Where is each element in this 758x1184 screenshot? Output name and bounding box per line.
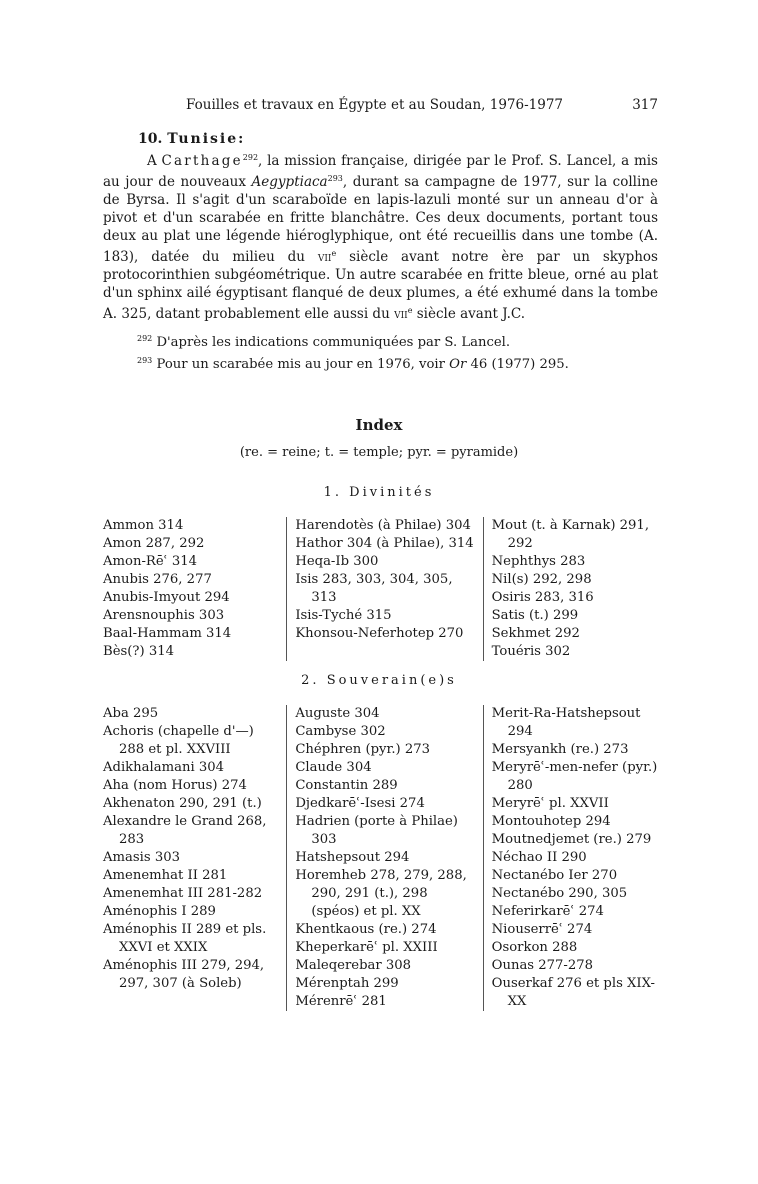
index-entry: Amasis 303 [103,850,181,865]
running-title: Fouilles et travaux en Égypte et au Soudan, 1976-1977 [186,97,564,113]
index-entry: Maleqerebar 308 [295,958,412,973]
para-start: A [147,153,157,169]
index-entry: Aménophis III 279, 294, 297, 307 (à Soleb) [103,958,265,991]
century-numeral: vii [317,249,332,265]
index-entry: Bès(?) 314 [103,644,174,659]
index-entry: Adikhalamani 304 [103,760,225,775]
index-entry: Néchao II 290 [491,850,587,865]
index-entry: Moutnedjemet (re.) 279 [491,832,652,847]
index-entry: Merit-Ra-Hatshepsout 294 [491,706,641,739]
index-entry: Ounas 277-278 [491,958,594,973]
italic-term: Aegyptiaca [251,174,328,190]
page-number: 317 [632,97,658,113]
souverains-index [103,705,659,1011]
place-name: Carthage [161,153,243,169]
index-entry: Anubis-Imyout 294 [103,590,230,605]
divinites-index [103,517,659,661]
footnote-ref[interactable]: 292 [242,153,259,162]
para-text: , durant sa campagne de 1977, sur la colline de Byrsa. Il s'agit d'un scaraboïde en lapis-lazuli monté sur un anneau d'or à pivot et d'un scarabée en fritte blanchâtre. Ces deux documents, portant tous deux au plat une légende hiéroglyphique, ont été recueillis dans une tombe (A. 183), datée du milieu du [103,174,659,265]
index-entry: Harendotès (à Philae) 304 [295,518,471,533]
index-entry: Osiris 283, 316 [491,590,594,605]
journal-abbrev: Or [449,357,467,372]
index-entry: Amenemhat III 281-282 [103,886,263,901]
index-entry: Mérenrēʿ 281 [295,994,387,1009]
index-column [286,705,482,1011]
index-entry: Sekhmet 292 [491,626,580,641]
index-entry: Arensnouphis 303 [103,608,225,623]
index-entry: Nephthys 283 [491,554,586,569]
index-entry: Ouserkaf 276 et pls XIX-XX [491,976,655,1009]
index-entry: Satis (t.) 299 [491,608,579,623]
index-entry: Akhenaton 290, 291 (t.) [103,796,262,811]
para-text: , la mission française, dirigée par le Prof. S. Lancel, a mis au jour de nouveaux [103,153,658,190]
footnote-text: Pour un scarabée mis au jour en 1976, voir [156,357,445,372]
index-entry: Nectanébo Ier 270 [491,868,618,883]
index-entry: Hatshepsout 294 [295,850,410,865]
index-entry: Niouserrēʿ 274 [491,922,593,937]
footnote-number: 292 [137,334,153,343]
index-entry: Mout (t. à Karnak) 291, 292 [491,518,650,551]
superscript: e [407,306,413,315]
index-entry: Osorkon 288 [491,940,578,955]
superscript: e [331,249,337,258]
index-entry: Hathor 304 (à Philae), 314 [295,536,474,551]
index-entry: Meryrēʿ-men-nefer (pyr.) 280 [491,760,658,793]
footnote-number: 293 [137,356,153,365]
index-entry: Chéphren (pyr.) 273 [295,742,431,757]
footnote [137,352,569,374]
index-column [286,517,482,661]
body-paragraph [103,149,658,323]
index-entry: Neferirkarēʿ 274 [491,904,604,919]
section-heading [138,131,245,147]
souverains-heading: 2. Souverain(e)s [301,673,457,688]
index-entry: Amon-Rēʿ 314 [103,554,198,569]
index-entry: Mersyankh (re.) 273 [491,742,629,757]
index-entry: Auguste 304 [295,706,380,721]
index-entry: Cambyse 302 [295,724,386,739]
index-entry: Nil(s) 292, 298 [491,572,592,587]
index-entry: Nectanébo 290, 305 [491,886,628,901]
century-numeral: vii [394,306,408,322]
index-entry: Aménophis II 289 et pls. XXVI et XXIX [103,922,267,955]
index-entry: Khonsou-Neferhotep 270 [295,626,464,641]
index-entry: Achoris (chapelle d'—) 288 et pl. XXVIII [103,724,254,757]
index-entry: Amenemhat II 281 [103,868,228,883]
running-header [186,97,658,113]
index-entry: Baal-Hammam 314 [103,626,232,641]
index-entry: Anubis 276, 277 [103,572,212,587]
footnotes [137,330,569,374]
index-entry: Amon 287, 292 [103,536,205,551]
index-entry: Touéris 302 [491,644,571,659]
index-entry: Kheperkarēʿ pl. XXIII [295,940,438,955]
index-title: Index [355,416,403,434]
footnote [137,330,569,352]
index-column [103,517,286,661]
para-text: siècle avant J.C. [412,306,526,322]
section-title: Tunisie: [167,131,246,147]
index-entry: Alexandre le Grand 268, 283 [103,814,267,847]
index-entry: Hadrien (porte à Philae) 303 [295,814,458,847]
index-entry: Aba 295 [103,706,159,721]
index-entry: Isis 283, 303, 304, 305, 313 [295,572,453,605]
para-text: siècle avant notre ère par un skyphos protocorinthien subgéométrique. Un autre scarabée en fritte bleue, orné au plat d'un sphinx ailé égyptisant flanqué de deux plumes, a été exhumé dans la tombe A. 325, datant probablement elle aussi du [103,249,658,322]
index-entry: Isis-Tyché 315 [295,608,392,623]
footnote-ref[interactable]: 293 [327,174,343,183]
index-entry: Djedkarēʿ-Isesi 274 [295,796,425,811]
index-entry: Aha (nom Horus) 274 [103,778,247,793]
index-entry: Khentkaous (re.) 274 [295,922,437,937]
footnote-text: 46 (1977) 295. [470,357,569,372]
index-column [483,517,659,661]
index-entry: Constantin 289 [295,778,398,793]
index-abbreviations: (re. = reine; t. = temple; pyr. = pyramide) [239,445,519,460]
index-column [103,705,286,1011]
index-entry: Mérenptah 299 [295,976,399,991]
divinites-heading: 1. Divinités [323,485,435,500]
index-entry: Montouhotep 294 [491,814,611,829]
index-entry: Heqa-Ib 300 [295,554,379,569]
index-entry: Ammon 314 [103,518,184,533]
index-entry: Meryrēʿ pl. XXVII [491,796,609,811]
index-entry: Horemheb 278, 279, 288, 290, 291 (t.), 298 (spéos) et pl. XX [295,868,467,919]
footnote-text: D'après les indications communiquées par S. Lancel. [156,335,511,350]
index-entry: Aménophis I 289 [103,904,216,919]
section-number: 10. [138,131,163,147]
index-entry: Claude 304 [295,760,372,775]
index-column [483,705,659,1011]
